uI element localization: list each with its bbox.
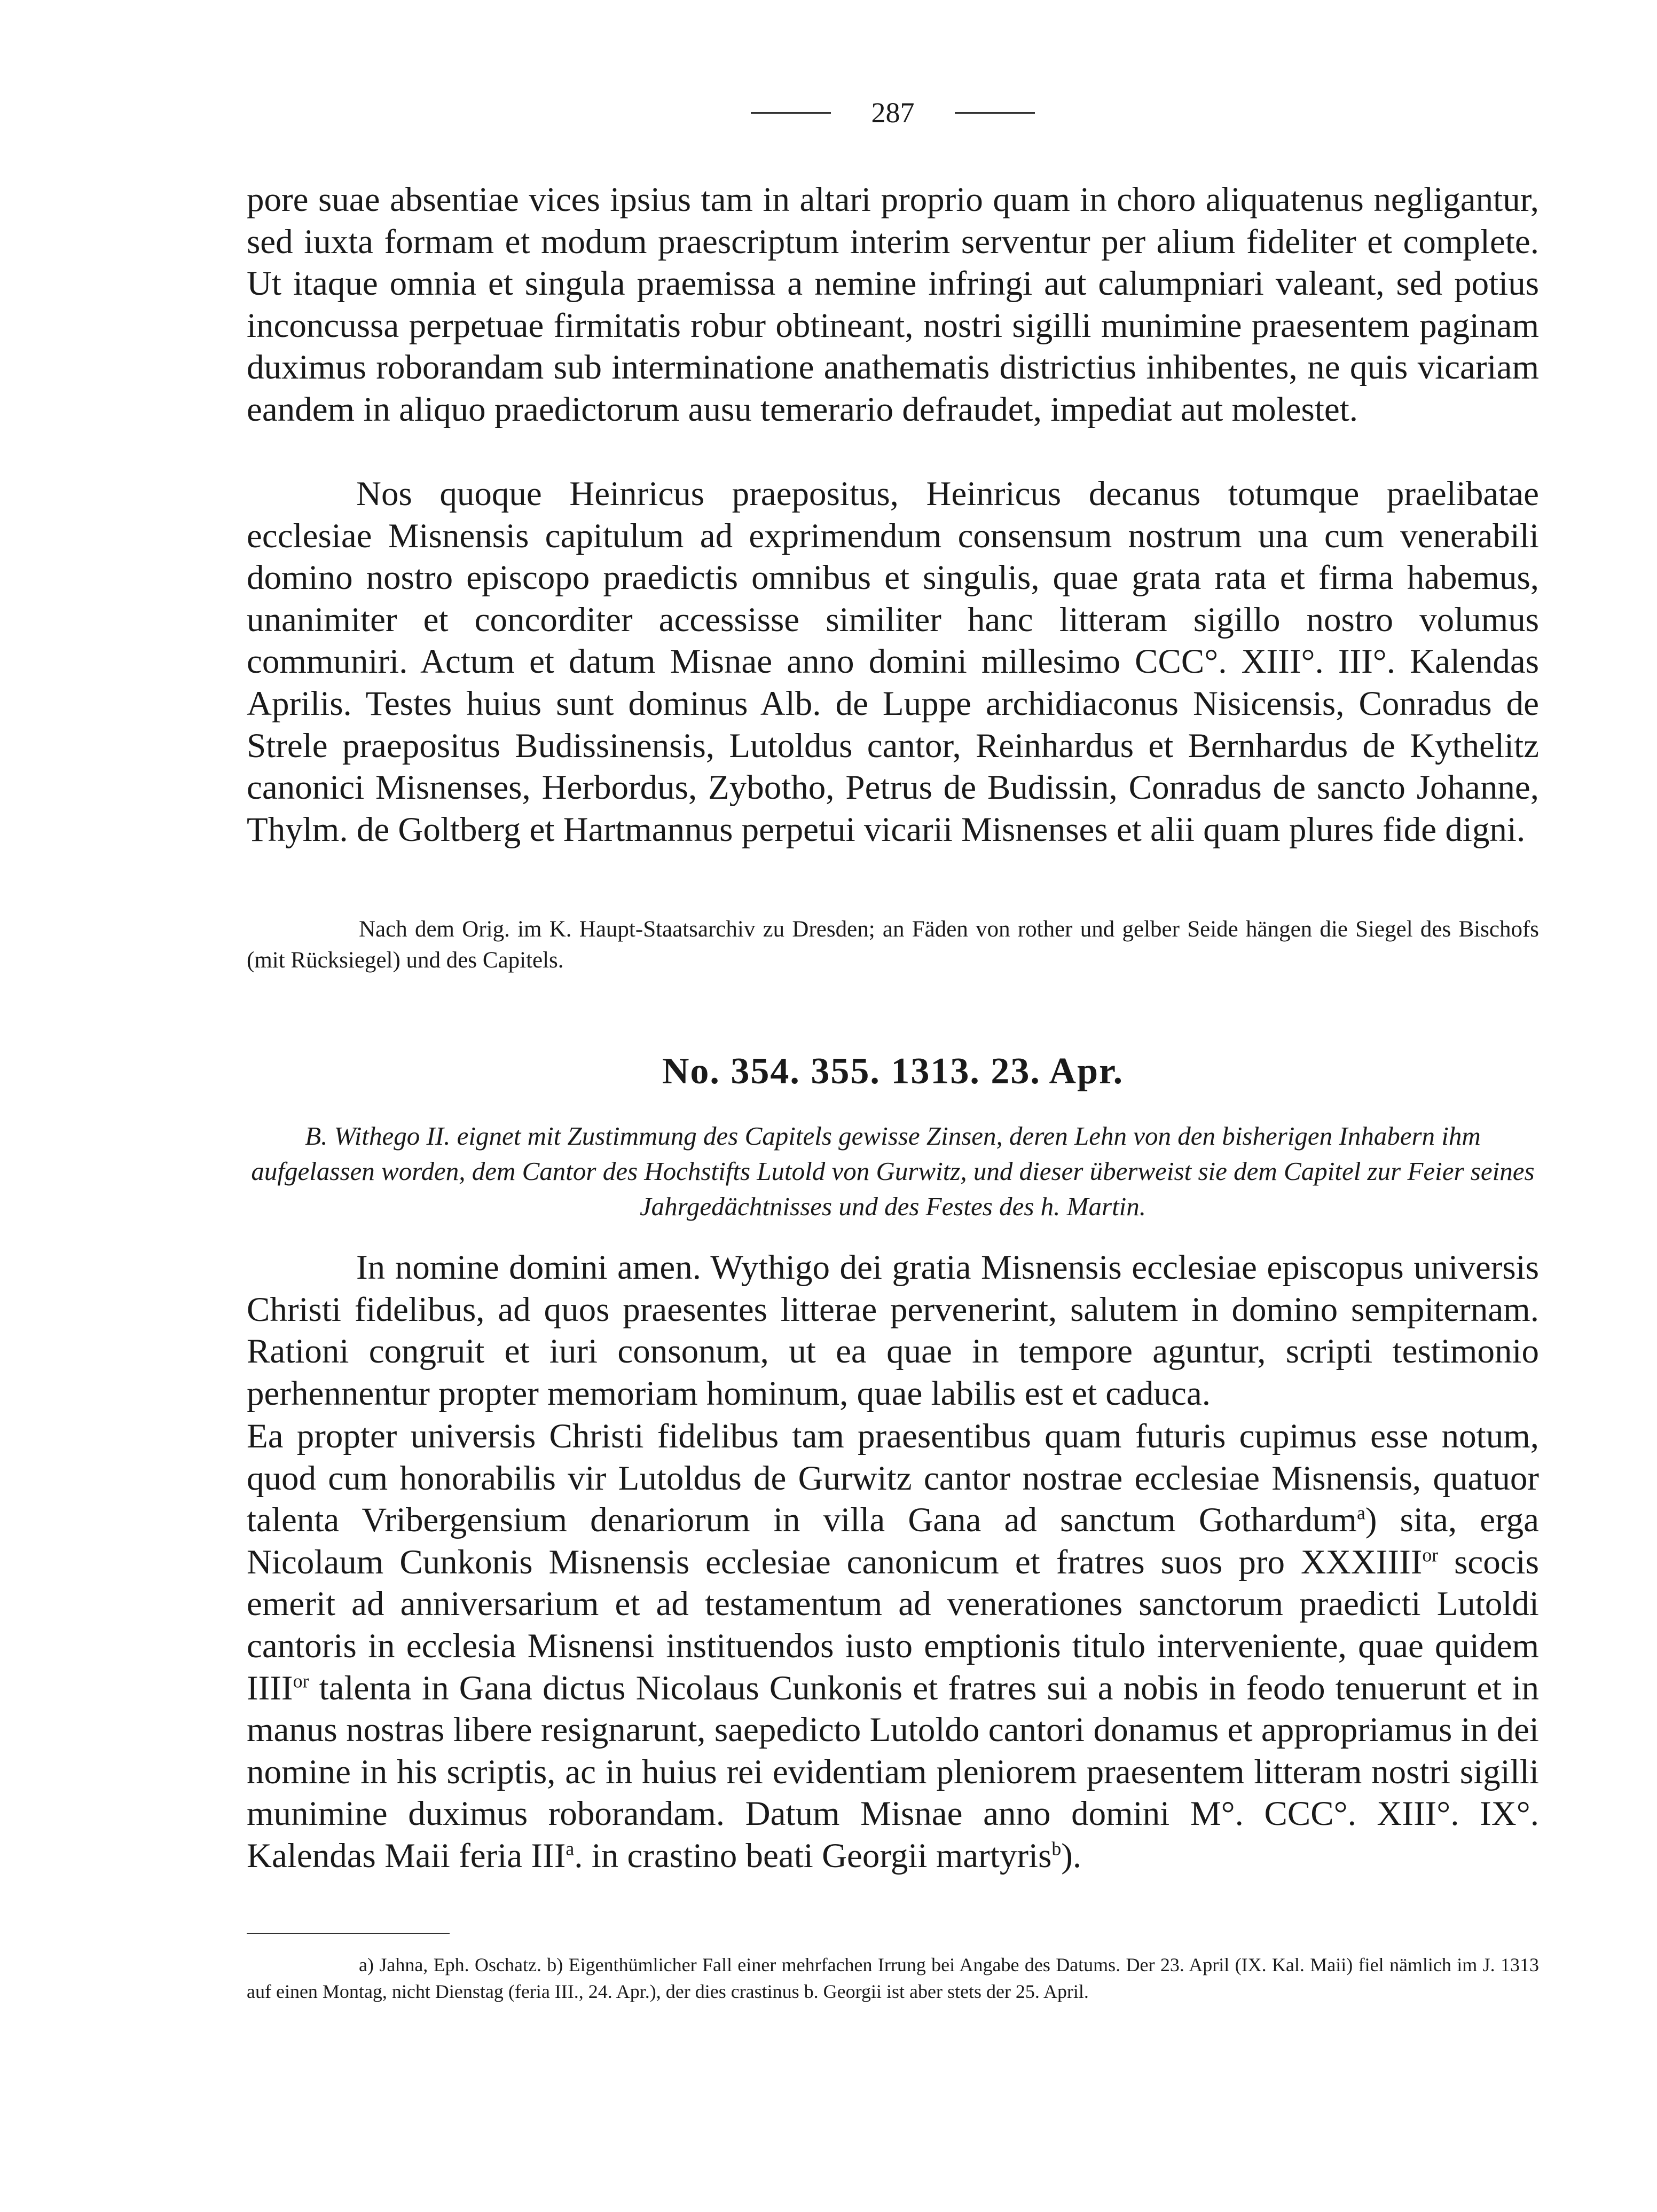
footnote-ref-a: a (1356, 1502, 1365, 1524)
ordinal-suffix: a (566, 1838, 575, 1860)
regest-summary: B. Withego II. eignet mit Zustimmung des Capitels gewisse Zinsen, deren Lehn von den bisherigen Inhabern ihm aufgelassen worden, dem Cantor des Hochstifts Lutold von Gurwitz, und dieser überweist sie dem Capitel zur Feier seines Jahrgedächtnisses und des Festes des h. Martin. (251, 1121, 1535, 1221)
footnotes: a) Jahna, Eph. Oschatz. b) Eigenthümlicher Fall einer mehrfachen Irrung bei Angabe des Datums. Der 23. April (IX. Kal. Maii) fiel nämlich im J. 1313 auf einen Montag, nicht Dienstag (feria III., 24. Apr.), der dies crastinus b. Georgii ist aber stets der 25. April. (247, 1954, 1539, 2002)
footnote-ref-b: b (1051, 1838, 1062, 1860)
paragraph-consent: Nos quoque Heinricus praepositus, Heinricus decanus totumque praelibatae ecclesiae Misnensis capitulum ad exprimendum consensum nostrum una cum venerabili domino nostro episcopo praedictis omnibus et singulis, quae grata rata et firma habemus, unanimiter et concorditer accessisse similiter hanc litteram sigillo nostro volumus communiri. Actum et datum Misnae anno domini millesimo CCC°. XIII°. III°. Kalendas Aprilis. Testes huius sunt dominus Alb. de Luppe archidiaconus Nisicensis, Conradus de Strele praepositus Budissinensis, Lutoldus cantor, Reinhardus et Bernhardus de Kythelitz canonici Misnenses, Herbordus, Zybotho, Petrus de Budissin, Conradus de sancto Johanne, Thylm. de Goltberg et Hartmannus perpetui vicarii Misnenses et alii quam plures fide digni. (247, 475, 1539, 849)
paragraph-continuation: pore suae absentiae vices ipsius tam in altari proprio quam in choro aliquatenus negligantur, sed iuxta formam et modum praescriptum interim serventur per alium fideliter et complete. Ut itaque omnia et singula praemissa a nemine infringi aut calumpniari valeant, sed potius inconcussa perpetuae firmitatis robur obtineant, nostri sigilli munimine praesentem paginam duximus roborandam sub interminatione anathematis districtius inhibentes, ne quis vicariam eandem in aliquo praedictorum ausu temerario defraudet, impediat aut molestet. (247, 180, 1539, 429)
page-header (247, 96, 1539, 139)
charter-text-b: ) sita, erga Nicolaum Cunkonis Misnensis ecclesiae canonicum et fratres suos pro XXXIIII (247, 1501, 1539, 1581)
footnote-separator (247, 1933, 450, 1934)
source-note: Nach dem Orig. im K. Haupt-Staatsarchiv zu Dresden; an Fäden von rother und gelber Seide hängen die Siegel des Bischofs (mit Rücksiegel) und des Capitels. (247, 917, 1539, 973)
document-heading: No. 354. 355. 1313. 23. Apr. (662, 1051, 1124, 1092)
ordinal-suffix: or (293, 1670, 309, 1691)
charter-text-d: talenta in Gana dictus Nicolaus Cunkonis et fratres sui a nobis in feodo tenuerunt et in manus nostras libere resignarunt, saepedicto Lutoldo cantori donamus et appropriamus in dei nomine in his scriptis, ac in huius rei evidentiam pleniorem praesentem litteram nostri sigilli munimine duximus roborandam. Datum Misnae anno domini M°. CCC°. XIII°. IX°. Kalendas Maii feria III (247, 1668, 1539, 1875)
header-rule-right (955, 112, 1035, 114)
header-rule-left (751, 112, 831, 114)
charter-text-e: . in crastino beati Georgii martyris (574, 1836, 1052, 1875)
paragraph-charter-body (247, 1415, 1539, 1877)
charter-text-f: ). (1061, 1836, 1082, 1875)
charter-text-c: scocis emerit ad anniversarium et ad testamentum ad venerationes sanctorum praedicti Lutoldi cantoris in ecclesia Misnensi instituendos iusto emptionis titulo interveniente, quae quidem IIII (247, 1542, 1539, 1707)
paragraph-charter-opening: In nomine domini amen. Wythigo dei gratia Misnensis ecclesiae episcopus universis Christi fidelibus, ad quos praesentes litterae pervenerint, salutem in domino sempiternam. Rationi congruit et iuri consonum, ut ea quae in tempore aguntur, scripti testimonio perhennentur propter memoriam hominum, quae labilis est et caduca. (247, 1248, 1539, 1413)
page-number: 287 (871, 97, 915, 129)
charter-text-a: Ea propter universis Christi fidelibus tam praesentibus quam futuris cupimus esse notum, quod cum honorabilis vir Lutoldus de Gurwitz cantor nostrae ecclesiae Misnensis, quatuor talenta Vribergensium denariorum in villa Gana ad sanctum Gothardum (247, 1417, 1539, 1540)
ordinal-suffix: or (1422, 1544, 1439, 1566)
